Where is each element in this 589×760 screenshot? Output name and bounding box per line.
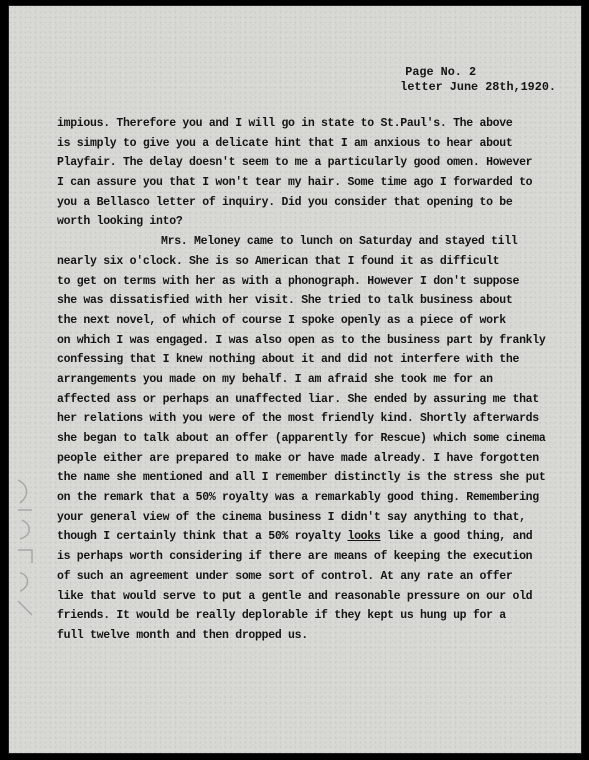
frame-left-border: [8, 5, 9, 754]
letter-date: letter June 28th,1920.: [400, 80, 556, 94]
frame-bottom-border: [8, 753, 582, 754]
text-line: on the remark that a 50% royalty was a remarkably good thing. Remembering: [57, 491, 539, 505]
text-segment: like a good thing, and: [380, 530, 533, 544]
text-line: people either are prepared to make or have made already. I have forgotten: [57, 451, 539, 465]
text-line: arrangements you made on my behalf. I am afraid she took me for an: [57, 372, 493, 386]
page-header: [400, 65, 556, 95]
text-line: of such an agreement under some sort of control. At any rate an offer: [57, 569, 513, 583]
text-line: friends. It would be really deplorable if they kept us hung up for a: [57, 609, 506, 623]
text-line: your general view of the cinema business I didn't say anything to that,: [57, 510, 526, 524]
text-line: nearly six o'clock. She is so American that I found it as difficult: [57, 254, 500, 268]
text-line: is simply to give you a delicate hint that I am anxious to hear about: [57, 136, 513, 150]
text-line: the name she mentioned and all I remember distinctly is the stress she put: [57, 471, 546, 485]
frame-top-border: [8, 5, 582, 6]
frame-right-border: [581, 5, 582, 754]
text-line: confessing that I knew nothing about it and did not interfere with the: [57, 353, 520, 367]
document-page: [8, 5, 582, 754]
letter-body: [57, 114, 577, 646]
text-line-with-underline: [57, 527, 577, 547]
text-line: the next novel, of which of course I spoke openly as a piece of work: [57, 313, 506, 327]
text-line: Mrs. Meloney came to lunch on Saturday and stayed till: [161, 235, 518, 249]
text-line: she was dissatisfied with her visit. She tried to talk business about: [57, 294, 513, 308]
text-line: her relations with you were of the most friendly kind. Shortly afterwards: [57, 412, 539, 426]
text-line: on which I was engaged. I was also open as to the business part by frankly: [57, 333, 546, 347]
text-line: Playfair. The delay doesn't seem to me a particularly good omen. However: [57, 156, 533, 170]
text-segment: though I certainly think that a 50% royalty: [57, 530, 341, 544]
text-line: is perhaps worth considering if there are means of keeping the execution: [57, 550, 533, 564]
faded-stamp-mark: [12, 475, 38, 625]
text-line: she began to talk about an offer (apparently for Rescue) which some cinema: [57, 432, 546, 445]
text-line: like that would serve to put a gentle and reasonable pressure on our old: [57, 589, 533, 603]
text-line: I can assure you that I won't tear my hair. Some time ago I forwarded to: [57, 176, 533, 190]
text-line: impious. Therefore you and I will go in state to St.Paul's. The above: [57, 117, 513, 130]
page-number: Page No. 2: [405, 65, 477, 79]
text-line: you a Bellasco letter of inquiry. Did you consider that opening to be: [57, 195, 513, 209]
text-line: full twelve month and then dropped us.: [57, 628, 308, 642]
text-line: to get on terms with her as with a phonograph. However I don't suppose: [57, 274, 520, 288]
underlined-word: looks: [347, 530, 381, 544]
text-line: worth looking into?: [57, 215, 183, 229]
text-line: affected ass or perhaps an unaffected liar. She ended by assuring me that: [57, 392, 539, 406]
